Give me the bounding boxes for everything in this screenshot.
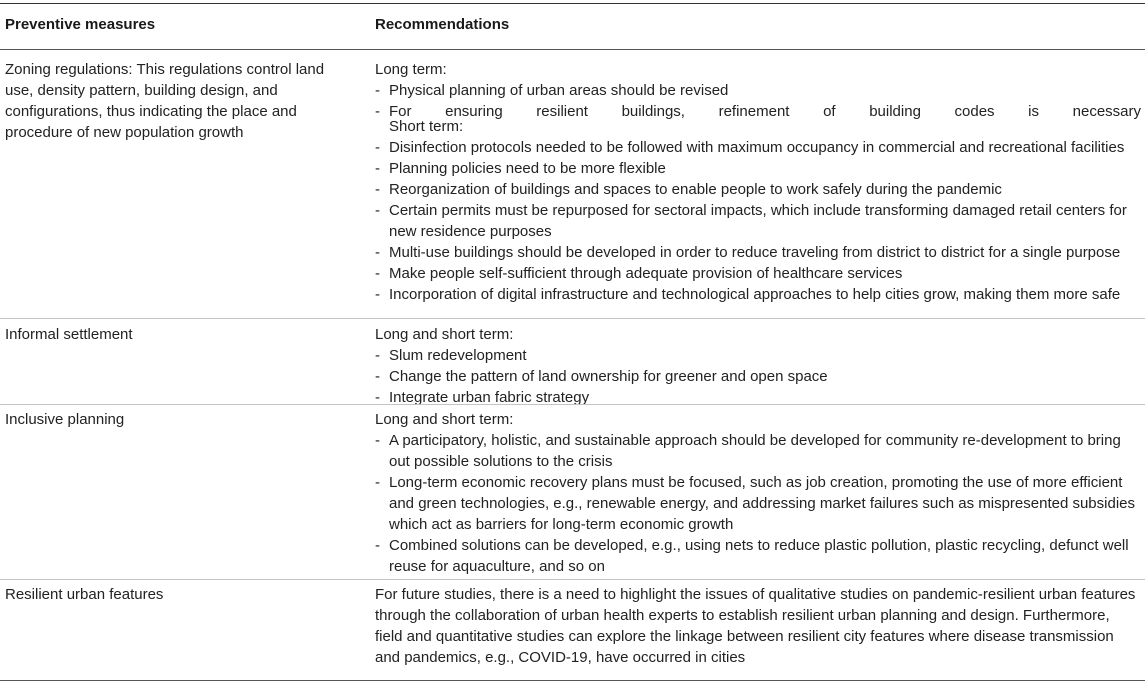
row-divider <box>0 579 1145 580</box>
list-item <box>375 345 1141 366</box>
list-item <box>375 200 1141 242</box>
list-item <box>375 242 1141 263</box>
bullet-dash: - <box>375 103 380 120</box>
bullet-dash: - <box>375 537 380 554</box>
row-resilient-measure <box>5 584 355 605</box>
bullet-dash: - <box>375 244 380 261</box>
row-divider <box>0 318 1145 319</box>
list-item <box>375 535 1141 577</box>
bullet-dash: - <box>375 82 380 99</box>
bullet-dash: - <box>375 368 380 385</box>
list-item <box>375 137 1141 158</box>
row-resilient-recommendations <box>375 584 1141 668</box>
row-informal-measure <box>5 324 355 345</box>
list-item-text: Multi-use buildings should be developed in order to reduce traveling from district to district for a single purpose <box>389 244 1121 261</box>
list-item <box>375 80 1141 101</box>
list-item-text: Make people self-sufficient through adequate provision of healthcare services <box>389 265 903 282</box>
bullet-dash: - <box>375 181 380 198</box>
list-item-text: Reorganization of buildings and spaces to enable people to work safely during the pandemic <box>389 181 1002 198</box>
row-inclusive-measure <box>5 409 355 430</box>
list-item <box>375 430 1141 472</box>
row-divider <box>0 404 1145 405</box>
row-zoning-measure <box>5 59 355 143</box>
paragraph-line: For future studies, there is a need to highlight the issues of qualitative studies on pandemic-resilient urban features <box>375 586 1136 603</box>
list-item-text: Slum redevelopment <box>389 347 527 364</box>
list-item-text: reuse for aquaculture, and so on <box>389 558 605 575</box>
list-item-text: Change the pattern of land ownership for greener and open space <box>389 368 828 385</box>
list-item-text: new residence purposes <box>389 223 552 240</box>
measure-line: procedure of new population growth <box>5 124 244 141</box>
term-heading: Long term: <box>375 61 447 78</box>
list-item <box>375 284 1141 305</box>
list-item-text: A participatory, holistic, and sustainable approach should be developed for community re-development to bring <box>389 432 1121 449</box>
list-item-text: Disinfection protocols needed to be followed with maximum occupancy in commercial and recreational facilities <box>389 139 1125 156</box>
term-heading: Short term: <box>389 118 464 135</box>
table-top-rule <box>0 3 1145 4</box>
paragraph-line: and pandemics, e.g., COVID-19, have occurred in cities <box>375 649 746 666</box>
row-informal-recommendations <box>375 324 1141 408</box>
header-recommendations: Recommendations <box>375 16 510 33</box>
list-item <box>375 101 1141 122</box>
list-item-text: Combined solutions can be developed, e.g., using nets to reduce plastic pollution, plastic recycling, defunct well <box>389 537 1129 554</box>
bullet-dash: - <box>375 474 380 491</box>
bullet-dash: - <box>375 160 380 177</box>
measure-line: configurations, thus indicating the place and <box>5 103 297 120</box>
measure-line: Inclusive planning <box>5 411 125 428</box>
header-rule <box>0 49 1145 50</box>
table-bottom-rule <box>0 680 1145 681</box>
list-item <box>375 366 1141 387</box>
paragraph-line: through the collaboration of urban health experts to establish resilient urban planning and design. Furthermore, <box>375 607 1110 624</box>
list-item <box>375 158 1141 179</box>
list-item-text: which act as barriers for long-term economic growth <box>389 516 734 533</box>
list-item-text: Incorporation of digital infrastructure and technological approaches to help cities grow, making them more safe <box>389 286 1121 303</box>
list-item-text: out possible solutions to the crisis <box>389 453 613 470</box>
row-zoning-recommendations <box>375 59 1141 305</box>
measure-line: use, density pattern, building design, and <box>5 82 278 99</box>
measure-line: Informal settlement <box>5 326 133 343</box>
term-heading: Long and short term: <box>375 326 514 343</box>
list-item-text: and green technologies, e.g., renewable energy, and addressing market failures such as mispresented subsidies <box>389 495 1135 512</box>
list-item-text: Integrate urban fabric strategy <box>389 389 590 406</box>
bullet-dash: - <box>375 432 380 449</box>
bullet-dash: - <box>375 139 380 156</box>
list-item <box>375 472 1141 535</box>
list-item-text: For ensuring resilient buildings, refinement of building codes is necessary <box>389 103 1141 120</box>
list-item-text: Long-term economic recovery plans must be focused, such as job creation, promoting the use of more efficient <box>389 474 1123 491</box>
term-heading: Long and short term: <box>375 411 514 428</box>
list-item-text: Planning policies need to be more flexible <box>389 160 666 177</box>
list-item-text: Certain permits must be repurposed for sectoral impacts, which include transforming damaged retail centers for <box>389 202 1127 219</box>
paragraph-line: field and quantitative studies can explore the linkage between resilient city features where disease transmission <box>375 628 1114 645</box>
row-inclusive-recommendations <box>375 409 1141 577</box>
header-preventive-measures: Preventive measures <box>5 16 156 33</box>
list-item <box>375 263 1141 284</box>
list-item-text: Physical planning of urban areas should be revised <box>389 82 729 99</box>
bullet-dash: - <box>375 202 380 219</box>
measure-line: Zoning regulations: This regulations control land <box>5 61 325 78</box>
list-item <box>375 179 1141 200</box>
bullet-dash: - <box>375 347 380 364</box>
measure-line: Resilient urban features <box>5 586 164 603</box>
bullet-dash: - <box>375 286 380 303</box>
bullet-dash: - <box>375 389 380 406</box>
bullet-dash: - <box>375 265 380 282</box>
